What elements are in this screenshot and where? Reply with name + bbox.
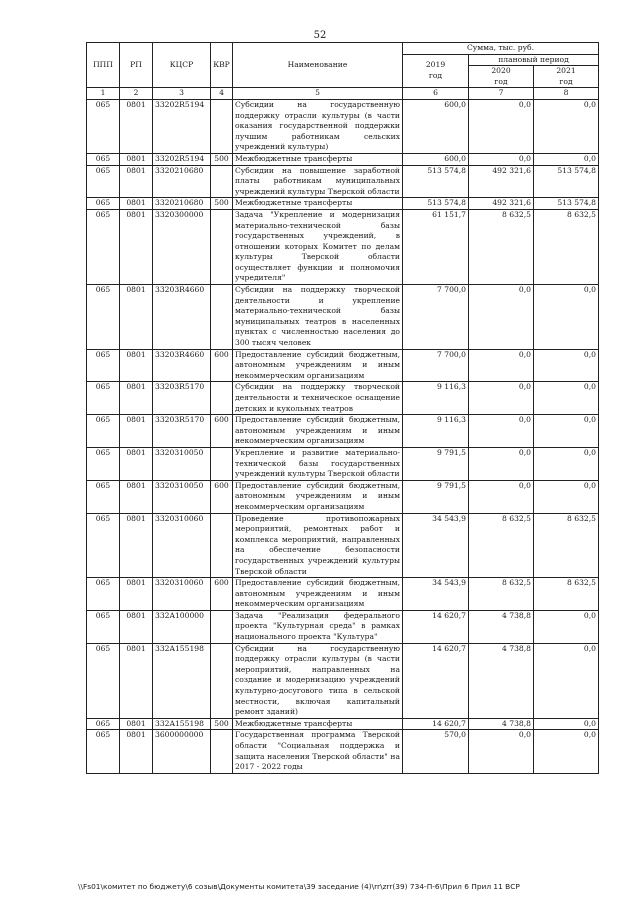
column-number-row (87, 88, 599, 100)
cell-rp: 0801 (120, 349, 153, 382)
colnum: 2 (120, 88, 153, 100)
cell-kvr (211, 165, 233, 198)
cell-rp: 0801 (120, 718, 153, 730)
cell-kcsr: 3320310050 (153, 480, 211, 513)
header-rp: РП (120, 43, 153, 88)
cell-ppp: 065 (87, 198, 120, 210)
cell-kvr (211, 447, 233, 480)
cell-2019: 570,0 (403, 730, 469, 773)
table-row (87, 99, 599, 153)
table-row (87, 415, 599, 448)
header-2020 (469, 66, 534, 88)
cell-rp: 0801 (120, 165, 153, 198)
header-2020-god: год (494, 76, 508, 86)
cell-kcsr: 3320310060 (153, 513, 211, 578)
cell-2020: 492 321,6 (469, 165, 534, 198)
cell-name: Предоставление субсидий бюджетным, автономным учреждениям и иным некоммерческим организациям (233, 349, 403, 382)
table-row (87, 480, 599, 513)
cell-kcsr: 33202R5194 (153, 153, 211, 165)
cell-rp: 0801 (120, 643, 153, 718)
cell-2019: 34 543,9 (403, 578, 469, 611)
cell-ppp: 065 (87, 99, 120, 153)
table-row (87, 718, 599, 730)
cell-2021: 0,0 (534, 415, 599, 448)
cell-name: Предоставление субсидий бюджетным, автономным учреждениям и иным некоммерческим организациям (233, 480, 403, 513)
header-2019-god: год (428, 70, 443, 80)
cell-2019: 7 700,0 (403, 285, 469, 350)
cell-2020: 0,0 (469, 349, 534, 382)
cell-ppp: 065 (87, 285, 120, 350)
cell-name: Субсидии на повышение заработной платы работникам муниципальных учреждений культуры Тверской области (233, 165, 403, 198)
table-row (87, 198, 599, 210)
cell-2020: 4 738,8 (469, 610, 534, 643)
header-2021-god: год (559, 76, 573, 86)
cell-2021: 0,0 (534, 730, 599, 773)
budget-table (86, 42, 599, 774)
header-2019-year: 2019 (425, 60, 446, 70)
cell-kvr (211, 513, 233, 578)
cell-kcsr: 332A155198 (153, 718, 211, 730)
table-row (87, 447, 599, 480)
cell-name: Проведение противопожарных мероприятий, ремонтных работ и комплекса мероприятий, направленных на обеспечение безопасности государственных учреждений культуры Тверской области (233, 513, 403, 578)
cell-2020: 8 632,5 (469, 209, 534, 284)
cell-2019: 9 116,3 (403, 382, 469, 415)
cell-ppp: 065 (87, 480, 120, 513)
cell-2019: 600,0 (403, 153, 469, 165)
cell-2020: 0,0 (469, 730, 534, 773)
cell-kcsr: 33203R4660 (153, 285, 211, 350)
cell-2020: 492 321,6 (469, 198, 534, 210)
table-body (87, 99, 599, 773)
cell-ppp: 065 (87, 643, 120, 718)
cell-ppp: 065 (87, 730, 120, 773)
cell-2021: 8 632,5 (534, 513, 599, 578)
cell-kvr: 600 (211, 415, 233, 448)
cell-2021: 8 632,5 (534, 209, 599, 284)
cell-2021: 0,0 (534, 610, 599, 643)
cell-2019: 14 620,7 (403, 718, 469, 730)
header-kcsr: КЦСР (153, 43, 211, 88)
table-row (87, 513, 599, 578)
colnum: 6 (403, 88, 469, 100)
cell-kcsr: 3320310060 (153, 578, 211, 611)
cell-2020: 0,0 (469, 480, 534, 513)
header-name: Наименование (233, 43, 403, 88)
cell-2021: 0,0 (534, 718, 599, 730)
cell-2021: 0,0 (534, 447, 599, 480)
cell-2020: 8 632,5 (469, 578, 534, 611)
cell-2020: 0,0 (469, 447, 534, 480)
cell-rp: 0801 (120, 198, 153, 210)
cell-kcsr: 33203R4660 (153, 349, 211, 382)
cell-ppp: 065 (87, 153, 120, 165)
cell-2019: 34 543,9 (403, 513, 469, 578)
cell-2021: 0,0 (534, 285, 599, 350)
cell-2020: 0,0 (469, 153, 534, 165)
cell-ppp: 065 (87, 415, 120, 448)
cell-ppp: 065 (87, 513, 120, 578)
cell-kvr: 500 (211, 153, 233, 165)
cell-2020: 4 738,8 (469, 718, 534, 730)
cell-2019: 14 620,7 (403, 610, 469, 643)
cell-name: Задача "Укрепление и модернизация материально-технической базы государственных учреждений, в отношении которых Комитет по делам культуры Тверской области осуществляет функции и полномочия учредителя" (233, 209, 403, 284)
cell-rp: 0801 (120, 578, 153, 611)
cell-kcsr: 3320210680 (153, 198, 211, 210)
cell-kvr (211, 610, 233, 643)
cell-ppp: 065 (87, 610, 120, 643)
cell-rp: 0801 (120, 480, 153, 513)
cell-name: Межбюджетные трансферты (233, 198, 403, 210)
cell-kvr: 500 (211, 198, 233, 210)
cell-2021: 0,0 (534, 153, 599, 165)
colnum: 7 (469, 88, 534, 100)
footer-file-path: \\Fs01\комитет по бюджету\6 созыв\Документы комитета\39 заседание (4)\rr\zrr(39) 734-П-6\Прил 6 Прил 11 ВСР (78, 882, 520, 891)
cell-ppp: 065 (87, 209, 120, 284)
cell-2019: 7 700,0 (403, 349, 469, 382)
page-number: 52 (313, 30, 327, 41)
header-2021 (534, 66, 599, 88)
cell-name: Субсидии на поддержку творческой деятельности и укрепление материально-технической базы муниципальных театров в населенных пунктах с численностью населения до 300 тысяч человек (233, 285, 403, 350)
cell-2020: 0,0 (469, 382, 534, 415)
cell-name: Укрепление и развитие материально-технической базы государственных учреждений культуры Тверской области (233, 447, 403, 480)
cell-rp: 0801 (120, 730, 153, 773)
cell-kcsr: 3320300000 (153, 209, 211, 284)
cell-name: Предоставление субсидий бюджетным, автономным учреждениям и иным некоммерческим организациям (233, 578, 403, 611)
colnum: 3 (153, 88, 211, 100)
table-row (87, 578, 599, 611)
cell-kcsr: 33203R5170 (153, 382, 211, 415)
cell-kvr (211, 285, 233, 350)
header-planned: плановый период (469, 54, 599, 66)
header-2021-year: 2021 (556, 66, 576, 76)
cell-2021: 8 632,5 (534, 578, 599, 611)
cell-name: Предоставление субсидий бюджетным, автономным учреждениям и иным некоммерческим организациям (233, 415, 403, 448)
cell-name: Задача "Реализация федерального проекта "Культурная среда" в рамках национального проекта "Культура" (233, 610, 403, 643)
table-row (87, 610, 599, 643)
table-row (87, 643, 599, 718)
cell-kcsr: 33202R5194 (153, 99, 211, 153)
cell-name: Государственная программа Тверской области "Социальная поддержка и защита населения Тверской области" на 2017 - 2022 годы (233, 730, 403, 773)
cell-ppp: 065 (87, 165, 120, 198)
cell-rp: 0801 (120, 415, 153, 448)
cell-kvr (211, 209, 233, 284)
header-ppp: ППП (87, 43, 120, 88)
cell-2021: 513 574,8 (534, 198, 599, 210)
cell-ppp: 065 (87, 718, 120, 730)
cell-rp: 0801 (120, 285, 153, 350)
cell-kcsr: 3320210680 (153, 165, 211, 198)
cell-ppp: 065 (87, 578, 120, 611)
cell-name: Субсидии на государственную поддержку отрасли культуры (в части мероприятий, направленных на создание и модернизацию учреждений культурно-досугового типа в сельской местности, включая капитальный ремонт зданий) (233, 643, 403, 718)
header-2019 (403, 54, 469, 88)
cell-name: Субсидии на государственную поддержку отрасли культуры (в части оказания государственной поддержки лучшим работникам сельских учреждений культуры) (233, 99, 403, 153)
cell-ppp: 065 (87, 447, 120, 480)
cell-kvr (211, 382, 233, 415)
header-2020-year: 2020 (491, 66, 511, 76)
cell-2021: 0,0 (534, 99, 599, 153)
cell-kcsr: 332A155198 (153, 643, 211, 718)
header-sum: Сумма, тыс. руб. (403, 43, 599, 55)
cell-kvr (211, 99, 233, 153)
cell-kvr: 600 (211, 578, 233, 611)
table-row (87, 165, 599, 198)
cell-2019: 513 574,8 (403, 165, 469, 198)
cell-2021: 0,0 (534, 480, 599, 513)
cell-2019: 9 791,5 (403, 447, 469, 480)
colnum: 4 (211, 88, 233, 100)
cell-rp: 0801 (120, 610, 153, 643)
cell-2021: 0,0 (534, 382, 599, 415)
cell-kvr (211, 730, 233, 773)
cell-kvr (211, 643, 233, 718)
cell-2020: 0,0 (469, 99, 534, 153)
table-row (87, 153, 599, 165)
cell-kvr: 600 (211, 349, 233, 382)
cell-2021: 0,0 (534, 643, 599, 718)
cell-2019: 9 791,5 (403, 480, 469, 513)
cell-2020: 8 632,5 (469, 513, 534, 578)
cell-rp: 0801 (120, 209, 153, 284)
cell-2020: 0,0 (469, 285, 534, 350)
cell-2020: 4 738,8 (469, 643, 534, 718)
colnum: 1 (87, 88, 120, 100)
cell-kcsr: 3320310050 (153, 447, 211, 480)
cell-kvr: 500 (211, 718, 233, 730)
cell-rp: 0801 (120, 513, 153, 578)
table-row (87, 209, 599, 284)
cell-rp: 0801 (120, 382, 153, 415)
cell-2019: 9 116,3 (403, 415, 469, 448)
table-row (87, 382, 599, 415)
cell-2019: 513 574,8 (403, 198, 469, 210)
cell-kvr: 600 (211, 480, 233, 513)
cell-rp: 0801 (120, 153, 153, 165)
cell-rp: 0801 (120, 447, 153, 480)
cell-kcsr: 33203R5170 (153, 415, 211, 448)
cell-ppp: 065 (87, 349, 120, 382)
table-row (87, 285, 599, 350)
cell-name: Межбюджетные трансферты (233, 153, 403, 165)
cell-2019: 61 151,7 (403, 209, 469, 284)
cell-name: Субсидии на поддержку творческой деятельности и техническое оснащение детских и кукольных театров (233, 382, 403, 415)
cell-2021: 0,0 (534, 349, 599, 382)
cell-2019: 14 620,7 (403, 643, 469, 718)
table-header (87, 43, 599, 100)
header-kvr: КВР (211, 43, 233, 88)
table-row (87, 730, 599, 773)
cell-kcsr: 3600000000 (153, 730, 211, 773)
cell-rp: 0801 (120, 99, 153, 153)
colnum: 5 (233, 88, 403, 100)
cell-name: Межбюджетные трансферты (233, 718, 403, 730)
table-row (87, 349, 599, 382)
cell-2019: 600,0 (403, 99, 469, 153)
cell-2021: 513 574,8 (534, 165, 599, 198)
cell-2020: 0,0 (469, 415, 534, 448)
cell-ppp: 065 (87, 382, 120, 415)
cell-kcsr: 332A100000 (153, 610, 211, 643)
colnum: 8 (534, 88, 599, 100)
